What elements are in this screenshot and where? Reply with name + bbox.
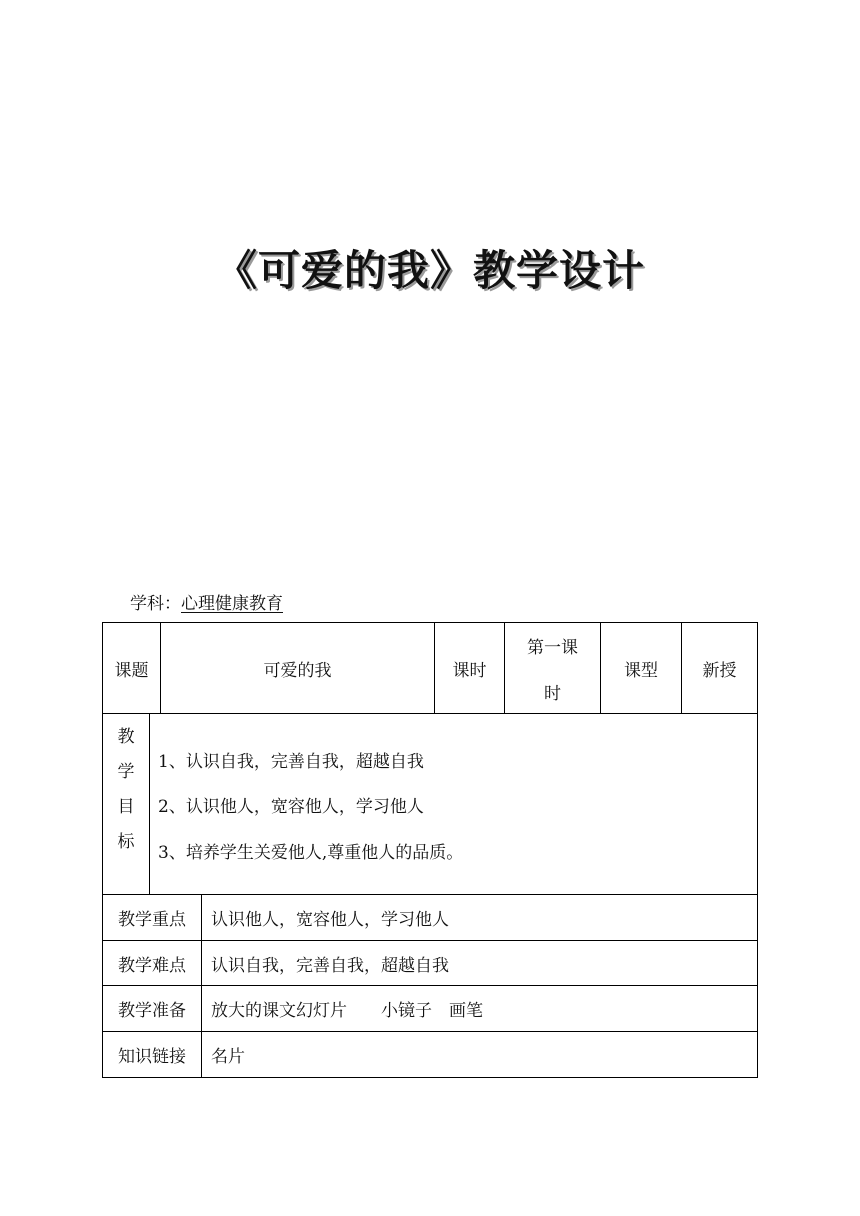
objective-item: 2、认识他人，宽容他人，学习他人 — [158, 797, 424, 817]
type-value: 新授 — [702, 660, 737, 681]
knowledge-link-value: 名片 — [211, 1047, 245, 1067]
period-label: 课时 — [452, 660, 487, 681]
type-label: 课型 — [624, 660, 658, 681]
difficulties-label: 教学难点 — [118, 955, 186, 976]
subject-value: 心理健康教育 — [181, 594, 283, 614]
preparation-label: 教学准备 — [118, 1001, 186, 1021]
objective-item: 3、培养学生关爱他人,尊重他人的品质。 — [158, 843, 464, 863]
difficulties-value: 认识自我，完善自我，超越自我 — [211, 955, 449, 976]
key-points-value: 认识他人，宽容他人，学习他人 — [211, 910, 449, 930]
objective-item: 1、认识自我，完善自我，超越自我 — [158, 752, 424, 772]
period-value-line2: 时 — [544, 684, 561, 704]
row-divider — [102, 713, 758, 714]
objectives-label-char: 教 — [117, 727, 135, 747]
subject-label: 学科： — [130, 594, 181, 614]
knowledge-link-label: 知识链接 — [118, 1047, 186, 1067]
document-title: 《可爱的我》教学设计 — [214, 246, 645, 295]
col-divider — [149, 713, 150, 894]
preparation-value: 放大的课文幻灯片 小镜子 画笔 — [211, 1001, 483, 1021]
objectives-label-char: 目 — [117, 797, 135, 817]
topic-label: 课题 — [114, 660, 149, 681]
objectives-label-char: 标 — [117, 832, 135, 852]
key-points-label: 教学重点 — [118, 910, 186, 930]
period-value-line1: 第一课 — [527, 638, 578, 658]
objectives-label-char: 学 — [117, 762, 135, 782]
period-value — [505, 623, 600, 713]
objectives-label — [103, 720, 149, 860]
subject-line — [130, 589, 289, 614]
topic-value: 可爱的我 — [263, 660, 332, 681]
